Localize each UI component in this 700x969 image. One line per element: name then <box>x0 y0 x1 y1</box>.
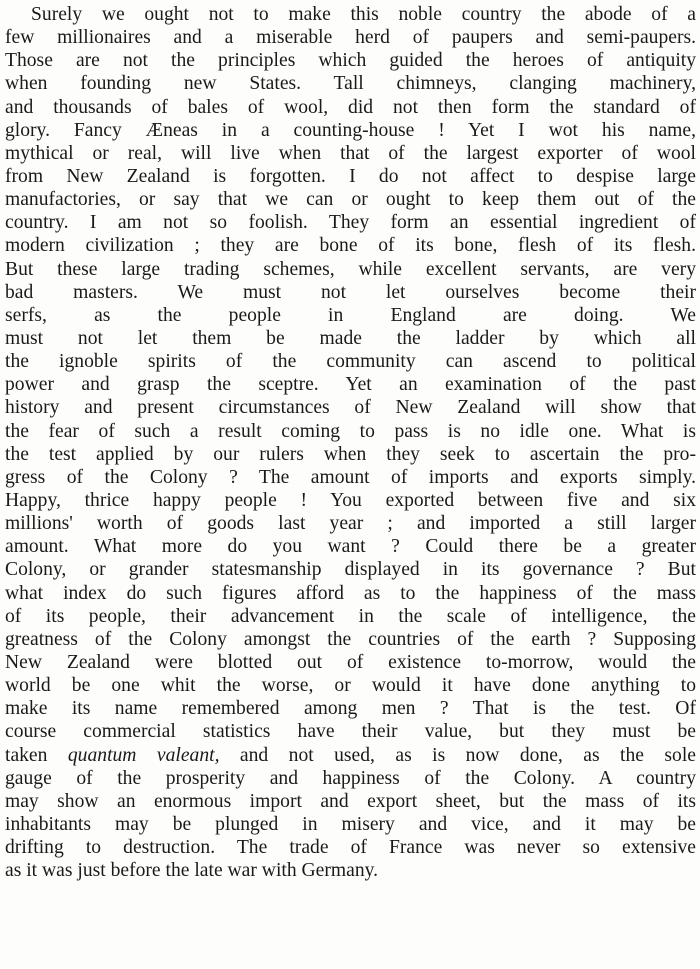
text-line: make its name remembered among men ? That is the test. Of <box>5 698 696 720</box>
text-line: gauge of the prosperity and happiness of the Colony. A country <box>5 767 696 789</box>
text-line: greatness of the Colony amongst the countries of the earth ? Supposing <box>5 628 696 650</box>
text-line: amount. What more do you want ? Could there be a greater <box>5 536 696 558</box>
text-line-with-italic <box>5 744 696 767</box>
text-line: power and grasp the sceptre. Yet an examination of the past <box>5 374 696 396</box>
text-line: course commercial statistics have their value, but they must be <box>5 721 696 743</box>
line-segment: taken <box>5 744 68 766</box>
text-line: as it was just before the late war with Germany. <box>5 860 379 882</box>
text-line: what index do such figures afford as to the happiness of the mass <box>5 582 696 604</box>
text-line: of its people, their advancement in the scale of intelligence, the <box>5 605 696 627</box>
text-line: must not let them be made the ladder by which all <box>5 327 696 349</box>
text-line: Those are not the principles which guided the heroes of antiquity <box>5 50 696 72</box>
text-line: the ignoble spirits of the community can ascend to political <box>5 351 696 373</box>
text-line: manufactories, or say that we can or ought to keep them out of the <box>5 189 696 211</box>
text-line: may show an enormous import and export sheet, but the mass of its <box>5 790 696 812</box>
text-line: world be one whit the worse, or would it have done anything to <box>5 675 696 697</box>
text-line: bad masters. We must not let ourselves become their <box>5 281 696 303</box>
text-line: millions' worth of goods last year ; and imported a still larger <box>5 513 696 535</box>
text-line: country. I am not so foolish. They form an essential ingredient of <box>5 212 696 234</box>
text-line: from New Zealand is forgotten. I do not affect to despise large <box>5 165 696 187</box>
text-line: serfs, as the people in England are doing. We <box>5 304 696 326</box>
text-line: New Zealand were blotted out of existence to-morrow, would the <box>5 651 696 673</box>
text-line: drifting to destruction. The trade of France was never so extensive <box>5 837 696 859</box>
text-line: when founding new States. Tall chimneys, clanging machinery, <box>5 73 696 95</box>
text-line: gress of the Colony ? The amount of imports and exports simply. <box>5 466 696 488</box>
italic-phrase: quantum valeant, <box>67 744 220 766</box>
text-line: few millionaires and a miserable herd of paupers and semi-paupers. <box>5 27 696 49</box>
text-line: the test applied by our rulers when they seek to ascertain the pro- <box>5 443 696 465</box>
text-line: mythical or real, will live when that of the largest exporter of wool <box>5 142 696 164</box>
text-line: Happy, thrice happy people ! You exported between five and six <box>5 489 696 511</box>
text-line: history and present circumstances of New Zealand will show that <box>5 397 696 419</box>
text-line: But these large trading schemes, while excellent servants, are very <box>5 258 696 280</box>
line-segment: and not used, as is now done, as the sole <box>219 744 696 766</box>
text-line: the fear of such a result coming to pass is no idle one. What is <box>5 420 696 442</box>
text-line: Surely we ought not to make this noble country the abode of a <box>31 4 696 25</box>
text-line: inhabitants may be plunged in misery and vice, and it may be <box>5 813 696 835</box>
body-text <box>5 3 696 882</box>
text-line: and thousands of bales of wool, did not then form the standard of <box>5 96 696 118</box>
text-line: modern civilization ; they are bone of its bone, flesh of its flesh. <box>5 235 696 257</box>
text-line: glory. Fancy Æneas in a counting-house ! Yet I wot his name, <box>5 119 696 141</box>
text-line: Colony, or grander statesmanship displayed in its governance ? But <box>5 559 696 581</box>
